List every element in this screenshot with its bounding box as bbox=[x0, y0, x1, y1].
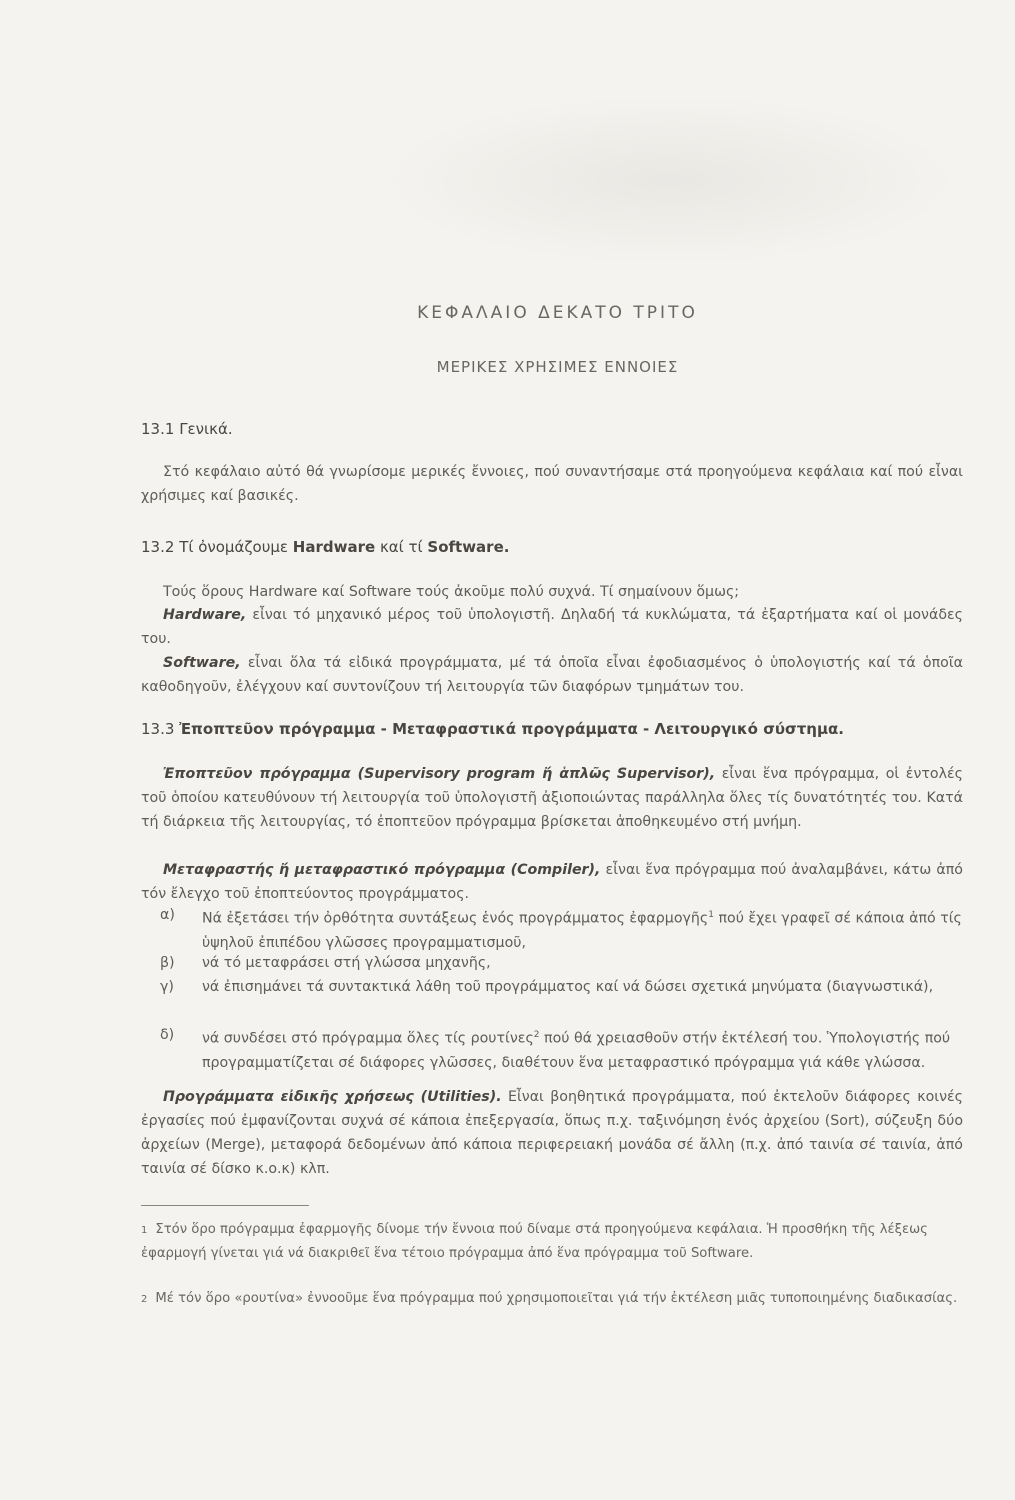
section-title: Γενικά. bbox=[179, 420, 233, 438]
list-item bbox=[160, 951, 963, 975]
list-marker: δ) bbox=[160, 1027, 175, 1043]
section-heading-13-2 bbox=[141, 538, 509, 556]
list-text: νά συνδέσει στό πρόγραμμα ὅλες τίς ρουτίνες bbox=[202, 1030, 534, 1047]
supervisor-definition bbox=[141, 762, 963, 834]
footnote-text: Στόν ὅρο πρόγραμμα ἐφαρμογῆς δίνομε τήν ἔννοια πού δίναμε στά προηγούμενα κεφάλαια. Ἡ προσθήκη τῆς λέξεως ἐφαρμογή γίνεται γιά νά διακριθεῖ ἕνα τέτοιο πρόγραμμα ἀπό ἕνα πρόγραμμα τοῦ Software. bbox=[141, 1222, 928, 1261]
chapter-subtitle: ΜΕΡΙΚΕΣ ΧΡΗΣΙΜΕΣ ΕΝΝΟΙΕΣ bbox=[436, 358, 679, 376]
term-software: Software, bbox=[163, 655, 241, 671]
list-item bbox=[160, 903, 963, 955]
footnote-text: Μέ τόν ὅρο «ρουτίνα» ἐννοοῦμε ἕνα πρόγραμμα πού χρησιμοποιεῖται γιά τήν ἐκτέλεση μιᾶς τυποποιημένης διαδικασίας. bbox=[155, 1291, 958, 1306]
section-number: 13.3 bbox=[141, 720, 175, 738]
list-marker: β) bbox=[160, 955, 175, 971]
list-text: Νά ἐξετάσει τήν ὀρθότητα συντάξεως ἑνός προγράμματος ἐφαρμογῆς bbox=[202, 910, 709, 927]
hardware-definition bbox=[141, 603, 963, 651]
list-marker: α) bbox=[160, 907, 175, 923]
footnote-2 bbox=[141, 1287, 963, 1311]
show-through-shadow bbox=[380, 95, 960, 265]
term-hardware: Hardware, bbox=[163, 607, 247, 623]
title-part: καί τί bbox=[375, 538, 428, 556]
list-marker: γ) bbox=[160, 979, 174, 995]
title-term-hardware: Hardware bbox=[292, 538, 376, 556]
section-number: 13.1 bbox=[141, 420, 175, 438]
term-compiler: Μεταφραστής ἤ μεταφραστικό πρόγραμμα (Compiler), bbox=[163, 862, 601, 878]
list-item-text bbox=[202, 1023, 963, 1075]
section-heading-13-3 bbox=[141, 720, 844, 738]
section-number: 13.2 bbox=[141, 538, 175, 556]
hardware-text: εἶναι τό μηχανικό μέρος τοῦ ὑπολογιστῆ. Δηλαδή τά κυκλώματα, τά ἐξαρτήματα καί οἱ μονάδες του. bbox=[141, 607, 963, 647]
footnote-number: 2 bbox=[141, 1294, 148, 1305]
compiler-definition bbox=[141, 858, 963, 906]
title-term-software: Software. bbox=[427, 538, 510, 556]
list-item-text: νά ἐπισημάνει τά συντακτικά λάθη τοῦ προγράμματος καί νά δώσει σχετικά μηνύματα (διαγνωστικά), bbox=[202, 979, 934, 995]
list-text: πού θά χρειασθοῦν στήν ἐκτέλεσή του. Ὑπολογιστής πού προγραμματίζεται σέ διάφορες γλῶσσες, διαθέτουν ἕνα μεταφραστικό πρόγραμμα γιά κάθε γλώσσα. bbox=[202, 1030, 951, 1071]
list-item bbox=[160, 975, 963, 999]
section-title-text: Ἐποπτεῦον πρόγραμμα - Μεταφραστικά προγράμματα - Λειτουργικό σύστημα. bbox=[179, 720, 844, 738]
footnote-number: 1 bbox=[141, 1225, 148, 1236]
section-heading-13-1 bbox=[141, 420, 233, 438]
footnote-ref: 1 bbox=[708, 910, 714, 920]
utilities-definition bbox=[141, 1085, 963, 1181]
list-item-text: νά τό μεταφράσει στή γλώσσα μηχανῆς, bbox=[202, 955, 491, 971]
section-title bbox=[179, 720, 844, 738]
footnote-1 bbox=[141, 1218, 963, 1265]
section-13-1-text: Στό κεφάλαιο αὐτό θά γνωρίσομε μερικές ἔννοιες, πού συναντήσαμε στά προηγούμενα κεφάλαια καί πού εἶναι χρήσιμες καί βασικές. bbox=[141, 464, 963, 504]
section-13-2-intro: Τούς ὅρους Hardware καί Software τούς ἀκοῦμε πολύ συχνά. Τί σημαίνουν ὅμως; bbox=[163, 584, 740, 600]
software-definition bbox=[141, 651, 963, 699]
term-utilities: Προγράμματα εἰδικῆς χρήσεως (Utilities). bbox=[163, 1089, 502, 1105]
section-title bbox=[179, 538, 509, 556]
footnote-divider bbox=[141, 1205, 309, 1206]
term-supervisor: Ἐποπτεῦον πρόγραμμα (Supervisory program ἤ ἁπλῶς Supervisor), bbox=[163, 766, 716, 782]
utilities-text: Εἶναι βοηθητικά προγράμματα, πού ἐκτελοῦν διάφορες κοινές ἐργασίες πού ἐμφανίζονται συχνά σέ κάποια ἐπεξεργασία, ὅπως π.χ. ταξινόμηση ἑνός ἀρχείου (Sort), σύζευξη δύο ἀρχείων (Merge), μεταφορά δεδομένων ἀπό κάποια περιφερειακή μονάδα σέ ἄλλη (π.χ. ἀπό ταινία σέ ταινία, ἀπό ταινία σέ δίσκο κ.ο.κ) κλπ. bbox=[141, 1089, 963, 1177]
software-text: εἶναι ὅλα τά εἰδικά προγράμματα, μέ τά ὁποῖα εἶναι ἐφοδιασμένος ὁ ὑπολογιστής καί τά ὁποῖα καθοδηγοῦν, ἐλέγχουν καί συντονίζουν τή λειτουργία τῶν διαφόρων τμημάτων του. bbox=[141, 655, 963, 695]
list-item bbox=[160, 1023, 963, 1075]
title-part: Τί ὀνομάζουμε bbox=[179, 538, 293, 556]
chapter-title: ΚΕΦΑΛΑΙΟ ΔΕΚΑΤΟ ΤΡΙΤΟ bbox=[417, 303, 698, 323]
list-item-text bbox=[202, 903, 963, 955]
supervisor-text: εἶναι ἕνα πρόγραμμα, οἱ ἐντολές τοῦ ὁποίου κατευθύνουν τή λειτουργία τοῦ ὑπολογιστῆ ἀξιοποιώντας παράλληλα ὅλες τίς δυνατότητές του. Κατά τή διάρκεια τῆς λειτουργίας, τό ἐποπτεῦον πρόγραμμα βρίσκεται ἀποθηκευμένο στή μνήμη. bbox=[141, 766, 963, 830]
list-text: πού ἔχει γραφεῖ σέ κάποια ἀπό τίς ὑψηλοῦ ἐπιπέδου γλῶσσες προγραμματισμοῦ, bbox=[202, 910, 962, 951]
compiler-text: εἶναι ἕνα πρόγραμμα πού ἀναλαμβάνει, κάτω ἀπό τόν ἔλεγχο τοῦ ἐποπτεύοντος προγράμματος. bbox=[141, 862, 963, 902]
footnote-ref: 2 bbox=[533, 1030, 540, 1040]
